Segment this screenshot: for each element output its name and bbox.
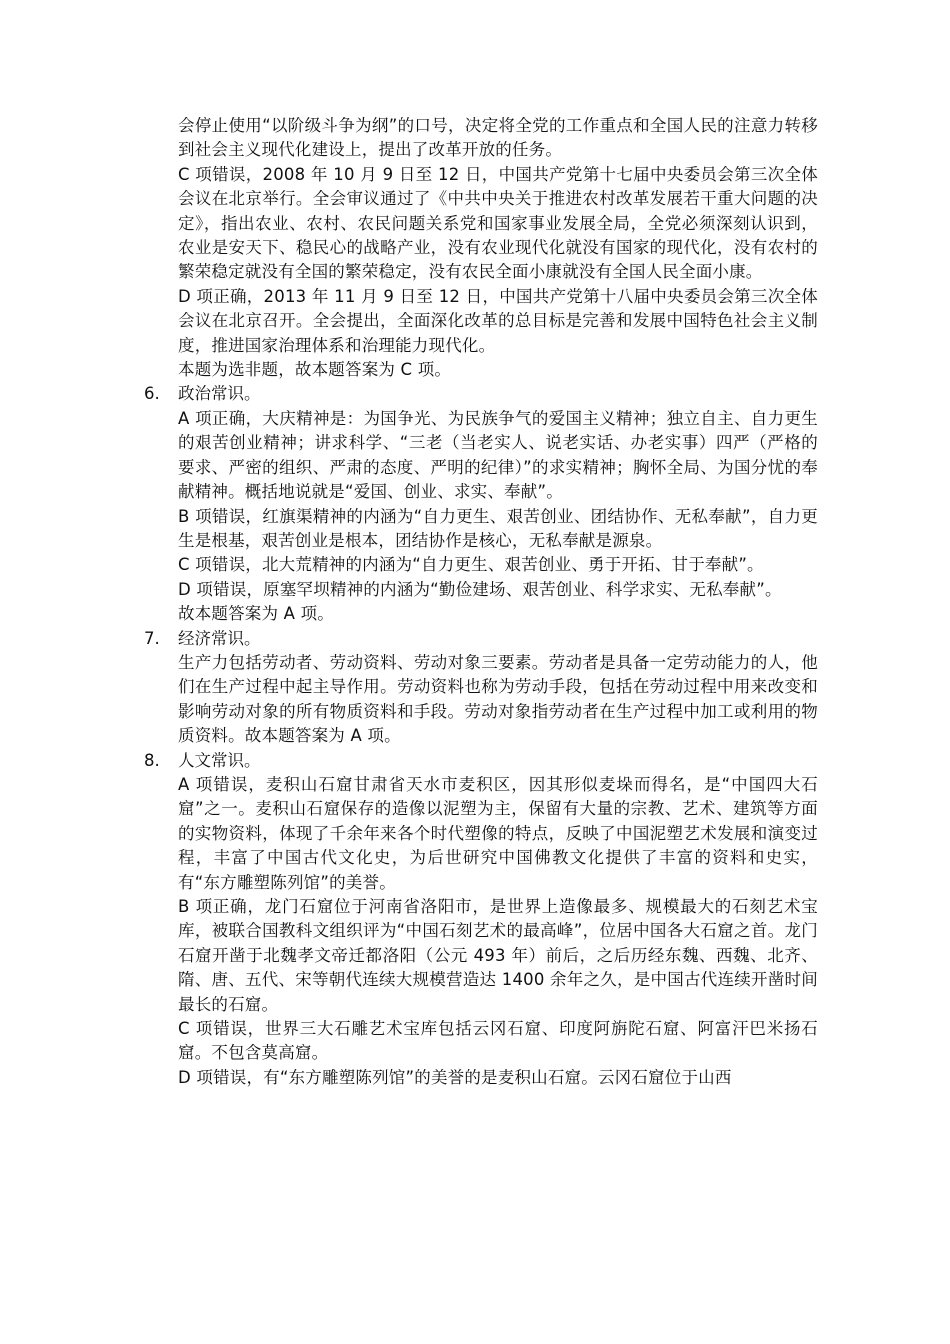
paragraph: B 项正确，龙门石窟位于河南省洛阳市，是世界上造像最多、规模最大的石刻艺术宝库，被联合国教科文组织评为“中国石刻艺术的最高峰”，位居中国各大石窟之首。龙门石窟开凿于北魏孝文帝迁都洛阳（公元 493 年）前后，之后历经东魏、西魏、北齐、隋、唐、五代、宋等朝代连续大规模营造达 1400 余年之久，是中国古代连续开凿时间最长的石窟。	[178, 897, 818, 1014]
paragraph: A 项错误，麦积山石窟甘肃省天水市麦积区，因其形似麦垛而得名，是“中国四大石窟”之一。麦积山石窟保存的造像以泥塑为主，保留有大量的宗教、艺术、建筑等方面的实物资料，体现了千余年来各个时代塑像的特点，反映了中国泥塑艺术发展和演变过程，丰富了中国古代文化史，为后世研究中国佛教文化提供了丰富的资料和史实，有“东方雕塑陈列馆”的美誉。	[178, 774, 818, 892]
question-number: 6.	[144, 384, 160, 404]
paragraph: D 项错误，有“东方雕塑陈列馆”的美誉的是麦积山石窟。云冈石窟位于山西	[178, 1067, 732, 1087]
question-heading	[144, 749, 818, 773]
question-category: 经济常识。	[178, 628, 261, 648]
paragraph: D 项错误，原塞罕坝精神的内涵为“勤俭建场、艰苦创业、科学求实、无私奉献”。	[178, 579, 782, 599]
question-heading	[144, 627, 818, 651]
question-category: 人文常识。	[178, 750, 261, 770]
paragraph: C 项错误，2008 年 10 月 9 日至 12 日，中国共产党第十七届中央委员会第三次全体会议在北京举行。全会审议通过了《中共中央关于推进农村改革发展若干重大问题的决定》，指出农业、农村、农民问题关系党和国家事业发展全局，全党必须深刻认识到，农业是安天下、稳民心的战略产业，没有农业现代化就没有国家的现代化，没有农村的繁荣稳定就没有全国的繁荣稳定，没有农民全面小康就没有全国人民全面小康。	[178, 164, 818, 282]
question-number: 8.	[144, 750, 160, 770]
question-category: 政治常识。	[178, 384, 261, 404]
paragraph: 生产力包括劳动者、劳动资料、劳动对象三要素。劳动者是具备一定劳动能力的人，他们在生产过程中起主导作用。劳动资料也称为劳动手段，包括在劳动过程中用来改变和影响劳动对象的所有物质资料和手段。劳动对象指劳动者在生产过程中加工或利用的物质资料。故本题答案为 A 项。	[178, 652, 818, 746]
paragraph: A 项正确，大庆精神是：为国争光、为民族争气的爱国主义精神；独立自主、自力更生的艰苦创业精神；讲求科学、“三老（当老实人、说老实话、办老实事）四严（严格的要求、严密的组织、严肃的态度、严明的纪律）”的求实精神；胸怀全局、为国分忧的奉献精神。概括地说就是“爱国、创业、求实、奉献”。	[178, 408, 818, 502]
paragraph: C 项错误，北大荒精神的内涵为“自力更生、艰苦创业、勇于开拓、甘于奉献”。	[178, 555, 764, 575]
document-body	[144, 114, 818, 1090]
question-heading	[144, 382, 818, 406]
paragraph: D 项正确，2013 年 11 月 9 日至 12 日，中国共产党第十八届中央委员会第三次全体会议在北京召开。全会提出，全面深化改革的总目标是完善和发展中国特色社会主义制度，推进国家治理体系和治理能力现代化。	[178, 286, 818, 355]
paragraph: 故本题答案为 A 项。	[178, 604, 334, 624]
paragraph: 本题为选非题，故本题答案为 C 项。	[178, 360, 452, 380]
paragraph: C 项错误，世界三大石雕艺术宝库包括云冈石窟、印度阿旃陀石窟、阿富汗巴米扬石窟。不包含莫高窟。	[178, 1019, 818, 1063]
question-number: 7.	[144, 628, 160, 648]
paragraph: 会停止使用“以阶级斗争为纲”的口号，决定将全党的工作重点和全国人民的注意力转移到社会主义现代化建设上，提出了改革开放的任务。	[178, 116, 818, 160]
paragraph: B 项错误，红旗渠精神的内涵为“自力更生、艰苦创业、团结协作、无私奉献”，自力更生是根基，艰苦创业是根本，团结协作是核心，无私奉献是源泉。	[178, 506, 818, 550]
